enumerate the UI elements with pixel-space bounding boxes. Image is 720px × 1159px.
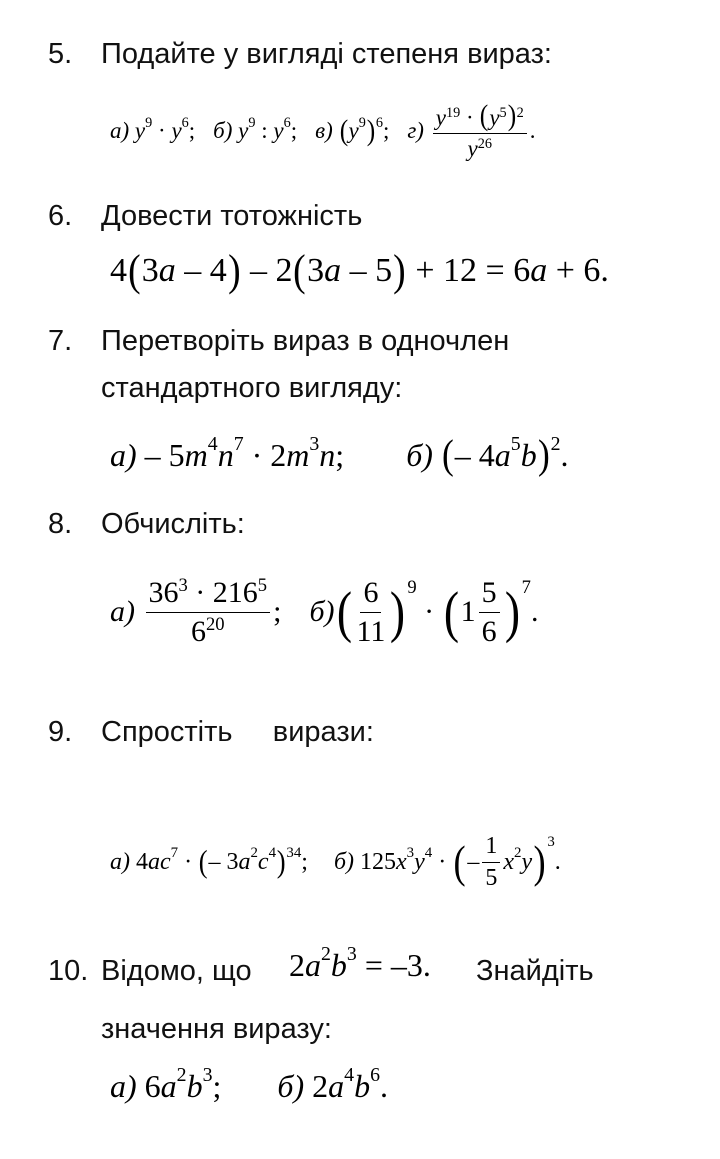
- problem-10-text-before: Відомо, що: [101, 955, 252, 987]
- fraction: $\frac{y^{19} \cdot (y^5)^2}{y^{26}}$: [433, 101, 527, 162]
- problem-6-number: 6.: [48, 200, 73, 232]
- label-a: а): [110, 118, 130, 143]
- problem-5-expression: а) y 9 · y 6 ; б) y 9 : y 6 ; в) ( y 9 ) 6 ; г) $\frac{y^{19} \cdot (y^5)^2}{y^{26}}$ .: [110, 98, 536, 161]
- problem-8-number: 8.: [48, 508, 73, 540]
- fraction: $\frac{36^3 \cdot 216^5}{6^{20}}$: [146, 576, 271, 649]
- label-a: а): [110, 848, 130, 875]
- label-b: б): [406, 436, 433, 473]
- label-b: б): [309, 595, 335, 628]
- label-a: а): [110, 436, 137, 473]
- label-b: б): [333, 848, 355, 875]
- problem-7-expression: а) – 5 m 4 n 7 · 2 m 3 n ; б) ( – 4 a 5 b ) 2 .: [110, 431, 569, 478]
- problem-6-identity: 4 ( 3 a – 4 ) – 2 ( 3 a – 5 ) + 12 = 6 a + 6.: [110, 245, 609, 295]
- problem-6-text: Довести тотожність: [101, 200, 363, 232]
- problem-7-number: 7.: [48, 325, 73, 357]
- problem-5-number: 5.: [48, 38, 73, 70]
- problem-10-expression: а) 6 a 2 b 3 ; б) 2 a 4 b 6 .: [110, 1063, 388, 1104]
- problem-8-text: Обчисліть:: [101, 508, 245, 540]
- problem-9-number: 9.: [48, 716, 73, 748]
- label-a: а): [110, 1067, 137, 1104]
- problem-10-number: 10.: [48, 955, 89, 987]
- label-b: б): [213, 118, 233, 143]
- problem-7-text-line2: стандартного вигляду:: [101, 372, 403, 404]
- label-v: в): [315, 118, 333, 143]
- label-a: а): [110, 595, 135, 628]
- problem-10-given: 2 a 2 b 3 = –3.: [289, 942, 431, 983]
- problem-7-text-line1: Перетворіть вираз в одночлен: [101, 325, 510, 357]
- label-b: б): [277, 1067, 305, 1104]
- label-g: г): [407, 118, 424, 143]
- problem-9-expression: а) 4 ac 7 · ( – 3 a 2 c 4 ) 34 ; б) 125 x 3 y 4 · ( – $\frac{1}{5}$ x 2 y ) 3 .: [110, 832, 561, 891]
- problem-10-text-line2: значення виразу:: [101, 1013, 332, 1045]
- problem-9-text: Спростіть вирази:: [101, 716, 374, 748]
- problem-10-text-after: Знайдіть: [476, 955, 594, 987]
- problem-8-expression: а) $\frac{36^3 \cdot 216^5}{6^{20}}$ ; б) ( $\frac{6}{11}$ ) 9 · ( 1 $\frac{5}{6}$ ) 7 .: [110, 575, 539, 648]
- problem-5-text: Подайте у вигляді степеня вираз:: [101, 38, 552, 70]
